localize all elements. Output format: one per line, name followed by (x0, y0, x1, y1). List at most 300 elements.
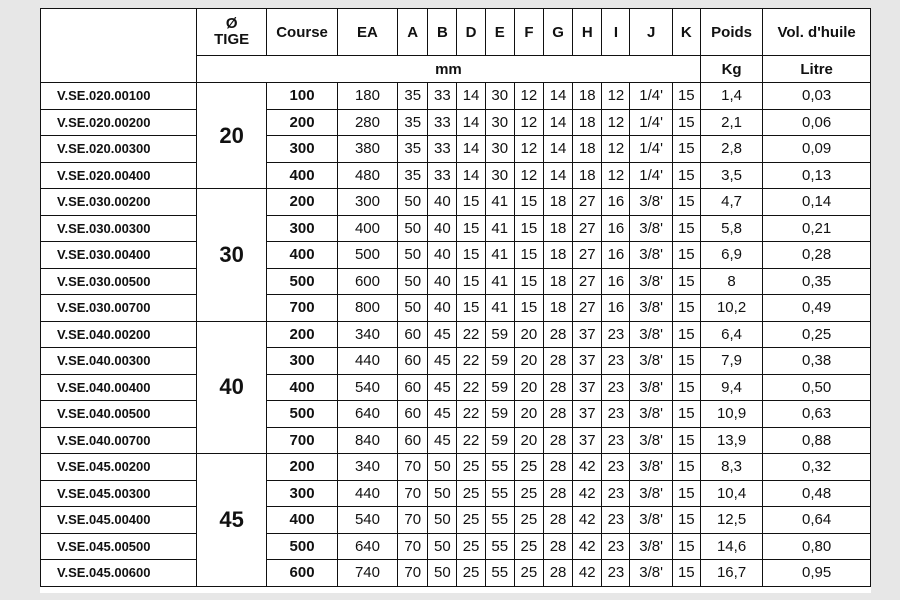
poids-cell: 13,9 (700, 427, 762, 454)
table-row (41, 427, 871, 454)
poids-cell: 6,9 (700, 242, 762, 269)
tige-diameter-cell: 45 (196, 454, 266, 587)
reference-cell: V.SE.045.00300 (41, 480, 197, 507)
course-cell: 300 (267, 348, 337, 375)
reference-cell: V.SE.040.00700 (41, 427, 197, 454)
k-cell: 15 (672, 268, 700, 295)
table-row (41, 109, 871, 136)
g-cell: 28 (543, 401, 572, 428)
vol-cell: 0,63 (763, 401, 871, 428)
table-row (41, 136, 871, 163)
h-cell: 18 (573, 162, 602, 189)
g-cell: 28 (543, 480, 572, 507)
h-cell: 27 (573, 268, 602, 295)
i-cell: 23 (602, 560, 630, 587)
e-cell: 55 (485, 560, 514, 587)
vol-cell: 0,21 (763, 215, 871, 242)
g-cell: 28 (543, 533, 572, 560)
poids-cell: 10,2 (700, 295, 762, 322)
vol-cell: 0,49 (763, 295, 871, 322)
i-cell: 12 (602, 83, 630, 110)
d-cell: 22 (457, 348, 485, 375)
d-cell: 14 (457, 162, 485, 189)
vol-cell: 0,50 (763, 374, 871, 401)
k-cell: 15 (672, 83, 700, 110)
poids-cell: 3,5 (700, 162, 762, 189)
a-cell: 50 (398, 295, 428, 322)
poids-cell: 6,4 (700, 321, 762, 348)
k-cell: 15 (672, 162, 700, 189)
e-cell: 59 (485, 427, 514, 454)
h-cell: 42 (573, 454, 602, 481)
spec-sheet (40, 8, 871, 593)
poids-cell: 9,4 (700, 374, 762, 401)
vol-cell: 0,64 (763, 507, 871, 534)
table-row (41, 268, 871, 295)
h-cell: 18 (573, 83, 602, 110)
poids-cell: 1,4 (700, 83, 762, 110)
vol-cell: 0,03 (763, 83, 871, 110)
b-cell: 33 (428, 136, 457, 163)
i-cell: 23 (602, 348, 630, 375)
ea-cell: 600 (337, 268, 397, 295)
f-cell: 20 (514, 321, 543, 348)
j-cell: 1/4' (630, 83, 672, 110)
j-cell: 3/8' (630, 454, 672, 481)
k-cell: 15 (672, 374, 700, 401)
f-header: F (514, 9, 543, 56)
ea-cell: 540 (337, 374, 397, 401)
a-cell: 70 (398, 454, 428, 481)
ea-cell: 380 (337, 136, 397, 163)
f-cell: 20 (514, 374, 543, 401)
ea-cell: 840 (337, 427, 397, 454)
poids-cell: 8,3 (700, 454, 762, 481)
j-cell: 3/8' (630, 374, 672, 401)
i-cell: 12 (602, 109, 630, 136)
f-cell: 15 (514, 295, 543, 322)
ea-cell: 640 (337, 401, 397, 428)
table-row (41, 295, 871, 322)
vol-cell: 0,06 (763, 109, 871, 136)
reference-cell: V.SE.030.00200 (41, 189, 197, 216)
h-cell: 42 (573, 507, 602, 534)
course-cell: 500 (267, 401, 337, 428)
d-cell: 22 (457, 401, 485, 428)
course-cell: 100 (267, 83, 337, 110)
vol-cell: 0,48 (763, 480, 871, 507)
vol-cell: 0,13 (763, 162, 871, 189)
table-row (41, 189, 871, 216)
course-cell: 700 (267, 295, 337, 322)
reference-cell: V.SE.030.00300 (41, 215, 197, 242)
k-cell: 15 (672, 242, 700, 269)
d-cell: 14 (457, 109, 485, 136)
k-cell: 15 (672, 507, 700, 534)
course-cell: 300 (267, 480, 337, 507)
k-cell: 15 (672, 454, 700, 481)
reference-cell: V.SE.030.00700 (41, 295, 197, 322)
a-cell: 70 (398, 507, 428, 534)
b-cell: 45 (428, 401, 457, 428)
k-header: K (672, 9, 700, 56)
i-cell: 23 (602, 454, 630, 481)
table-row (41, 374, 871, 401)
table-row (41, 242, 871, 269)
course-cell: 600 (267, 560, 337, 587)
diameter-symbol: Ø (225, 15, 238, 32)
ea-cell: 340 (337, 454, 397, 481)
table-row (41, 162, 871, 189)
k-cell: 15 (672, 189, 700, 216)
i-cell: 16 (602, 189, 630, 216)
course-cell: 300 (267, 136, 337, 163)
g-cell: 28 (543, 427, 572, 454)
i-cell: 16 (602, 242, 630, 269)
ea-cell: 440 (337, 480, 397, 507)
h-cell: 42 (573, 480, 602, 507)
h-cell: 27 (573, 242, 602, 269)
table-row (41, 560, 871, 587)
a-cell: 70 (398, 560, 428, 587)
reference-cell: V.SE.020.00400 (41, 162, 197, 189)
e-cell: 30 (485, 83, 514, 110)
h-cell: 37 (573, 348, 602, 375)
d-cell: 14 (457, 83, 485, 110)
poids-cell: 2,8 (700, 136, 762, 163)
vol-cell: 0,95 (763, 560, 871, 587)
h-header: H (573, 9, 602, 56)
f-cell: 15 (514, 268, 543, 295)
ea-cell: 300 (337, 189, 397, 216)
course-cell: 500 (267, 268, 337, 295)
poids-cell: 14,6 (700, 533, 762, 560)
ea-cell: 800 (337, 295, 397, 322)
h-cell: 42 (573, 533, 602, 560)
f-cell: 15 (514, 189, 543, 216)
h-cell: 42 (573, 560, 602, 587)
ea-cell: 500 (337, 242, 397, 269)
j-cell: 3/8' (630, 189, 672, 216)
b-cell: 45 (428, 348, 457, 375)
vol-cell: 0,35 (763, 268, 871, 295)
h-cell: 18 (573, 136, 602, 163)
tige-diameter-cell: 30 (196, 189, 266, 322)
d-cell: 25 (457, 533, 485, 560)
course-cell: 200 (267, 189, 337, 216)
d-cell: 25 (457, 507, 485, 534)
j-cell: 1/4' (630, 162, 672, 189)
b-cell: 40 (428, 189, 457, 216)
reference-cell: V.SE.040.00300 (41, 348, 197, 375)
b-header: B (428, 9, 457, 56)
b-cell: 45 (428, 321, 457, 348)
d-cell: 15 (457, 189, 485, 216)
j-cell: 3/8' (630, 268, 672, 295)
ea-cell: 740 (337, 560, 397, 587)
d-cell: 22 (457, 374, 485, 401)
i-cell: 16 (602, 268, 630, 295)
i-cell: 23 (602, 427, 630, 454)
vol-cell: 0,14 (763, 189, 871, 216)
g-cell: 28 (543, 560, 572, 587)
h-cell: 27 (573, 295, 602, 322)
d-cell: 25 (457, 454, 485, 481)
reference-cell: V.SE.045.00500 (41, 533, 197, 560)
k-cell: 15 (672, 348, 700, 375)
k-cell: 15 (672, 533, 700, 560)
vol-cell: 0,38 (763, 348, 871, 375)
j-cell: 3/8' (630, 242, 672, 269)
a-cell: 60 (398, 374, 428, 401)
f-cell: 12 (514, 136, 543, 163)
h-cell: 37 (573, 321, 602, 348)
h-cell: 37 (573, 401, 602, 428)
ea-cell: 400 (337, 215, 397, 242)
course-cell: 400 (267, 162, 337, 189)
j-cell: 3/8' (630, 215, 672, 242)
a-cell: 60 (398, 427, 428, 454)
d-cell: 15 (457, 215, 485, 242)
ea-cell: 480 (337, 162, 397, 189)
course-cell: 200 (267, 321, 337, 348)
d-cell: 15 (457, 242, 485, 269)
j-cell: 3/8' (630, 507, 672, 534)
reference-cell: V.SE.030.00500 (41, 268, 197, 295)
poids-header: Poids (700, 9, 762, 56)
b-cell: 33 (428, 109, 457, 136)
e-cell: 55 (485, 507, 514, 534)
j-cell: 1/4' (630, 109, 672, 136)
e-cell: 41 (485, 295, 514, 322)
g-cell: 28 (543, 321, 572, 348)
g-cell: 14 (543, 136, 572, 163)
d-cell: 25 (457, 560, 485, 587)
reference-cell: V.SE.030.00400 (41, 242, 197, 269)
f-cell: 15 (514, 242, 543, 269)
table-row (41, 215, 871, 242)
a-cell: 35 (398, 162, 428, 189)
tige-header (196, 9, 266, 56)
a-cell: 70 (398, 480, 428, 507)
j-cell: 1/4' (630, 136, 672, 163)
f-cell: 20 (514, 401, 543, 428)
reference-cell: V.SE.040.00500 (41, 401, 197, 428)
course-cell: 700 (267, 427, 337, 454)
spec-table (40, 8, 871, 587)
reference-cell: V.SE.020.00300 (41, 136, 197, 163)
g-header: G (543, 9, 572, 56)
j-cell: 3/8' (630, 533, 672, 560)
reference-cell: V.SE.045.00400 (41, 507, 197, 534)
k-cell: 15 (672, 401, 700, 428)
e-cell: 55 (485, 480, 514, 507)
vol-cell: 0,88 (763, 427, 871, 454)
course-cell: 500 (267, 533, 337, 560)
d-cell: 22 (457, 427, 485, 454)
g-cell: 18 (543, 295, 572, 322)
litre-unit: Litre (763, 56, 871, 83)
a-cell: 70 (398, 533, 428, 560)
e-cell: 59 (485, 374, 514, 401)
reference-cell: V.SE.045.00600 (41, 560, 197, 587)
b-cell: 45 (428, 427, 457, 454)
g-cell: 28 (543, 454, 572, 481)
table-row (41, 83, 871, 110)
poids-cell: 8 (700, 268, 762, 295)
a-cell: 60 (398, 348, 428, 375)
a-cell: 35 (398, 83, 428, 110)
poids-cell: 2,1 (700, 109, 762, 136)
g-cell: 14 (543, 83, 572, 110)
table-body (41, 83, 871, 587)
table-header (41, 9, 871, 83)
poids-cell: 16,7 (700, 560, 762, 587)
j-header: J (630, 9, 672, 56)
i-cell: 12 (602, 136, 630, 163)
e-cell: 55 (485, 454, 514, 481)
h-cell: 27 (573, 189, 602, 216)
course-cell: 200 (267, 454, 337, 481)
b-cell: 50 (428, 533, 457, 560)
d-header: D (457, 9, 485, 56)
e-cell: 30 (485, 136, 514, 163)
k-cell: 15 (672, 560, 700, 587)
i-cell: 16 (602, 295, 630, 322)
vol-cell: 0,25 (763, 321, 871, 348)
table-row (41, 454, 871, 481)
b-cell: 50 (428, 480, 457, 507)
b-cell: 50 (428, 454, 457, 481)
e-cell: 41 (485, 242, 514, 269)
d-cell: 15 (457, 268, 485, 295)
course-cell: 400 (267, 374, 337, 401)
course-header: Course (267, 9, 337, 56)
e-cell: 30 (485, 162, 514, 189)
a-cell: 60 (398, 321, 428, 348)
a-cell: 35 (398, 136, 428, 163)
a-cell: 50 (398, 242, 428, 269)
h-cell: 27 (573, 215, 602, 242)
f-cell: 12 (514, 162, 543, 189)
i-cell: 23 (602, 533, 630, 560)
j-cell: 3/8' (630, 295, 672, 322)
course-cell: 400 (267, 507, 337, 534)
ea-cell: 340 (337, 321, 397, 348)
g-cell: 28 (543, 507, 572, 534)
g-cell: 18 (543, 268, 572, 295)
f-cell: 25 (514, 480, 543, 507)
f-cell: 25 (514, 560, 543, 587)
table-row (41, 348, 871, 375)
b-cell: 33 (428, 162, 457, 189)
poids-cell: 4,7 (700, 189, 762, 216)
k-cell: 15 (672, 427, 700, 454)
vol-header: Vol. d'huile (763, 9, 871, 56)
course-cell: 300 (267, 215, 337, 242)
f-cell: 25 (514, 533, 543, 560)
b-cell: 33 (428, 83, 457, 110)
f-cell: 20 (514, 348, 543, 375)
f-cell: 12 (514, 83, 543, 110)
j-cell: 3/8' (630, 321, 672, 348)
i-cell: 23 (602, 480, 630, 507)
g-cell: 28 (543, 374, 572, 401)
mm-unit: mm (196, 56, 700, 83)
ea-cell: 280 (337, 109, 397, 136)
k-cell: 15 (672, 109, 700, 136)
e-cell: 55 (485, 533, 514, 560)
reference-cell: V.SE.020.00100 (41, 83, 197, 110)
course-cell: 200 (267, 109, 337, 136)
d-cell: 22 (457, 321, 485, 348)
g-cell: 14 (543, 109, 572, 136)
table-row (41, 401, 871, 428)
i-cell: 12 (602, 162, 630, 189)
a-cell: 60 (398, 401, 428, 428)
vol-cell: 0,28 (763, 242, 871, 269)
k-cell: 15 (672, 136, 700, 163)
f-cell: 25 (514, 454, 543, 481)
k-cell: 15 (672, 295, 700, 322)
e-cell: 41 (485, 268, 514, 295)
vol-cell: 0,09 (763, 136, 871, 163)
b-cell: 40 (428, 215, 457, 242)
ea-header: EA (337, 9, 397, 56)
a-cell: 50 (398, 268, 428, 295)
b-cell: 40 (428, 268, 457, 295)
j-cell: 3/8' (630, 427, 672, 454)
f-cell: 12 (514, 109, 543, 136)
table-row (41, 507, 871, 534)
b-cell: 50 (428, 560, 457, 587)
j-cell: 3/8' (630, 401, 672, 428)
i-cell: 23 (602, 507, 630, 534)
tige-diameter-cell: 40 (196, 321, 266, 454)
f-cell: 20 (514, 427, 543, 454)
a-cell: 50 (398, 189, 428, 216)
reference-cell: V.SE.040.00400 (41, 374, 197, 401)
g-cell: 18 (543, 242, 572, 269)
h-cell: 18 (573, 109, 602, 136)
d-cell: 25 (457, 480, 485, 507)
h-cell: 37 (573, 427, 602, 454)
a-cell: 35 (398, 109, 428, 136)
i-header: I (602, 9, 630, 56)
table-row (41, 533, 871, 560)
e-cell: 41 (485, 189, 514, 216)
reference-header (41, 9, 197, 83)
course-cell: 400 (267, 242, 337, 269)
j-cell: 3/8' (630, 560, 672, 587)
tige-diameter-cell: 20 (196, 83, 266, 189)
table-row (41, 480, 871, 507)
i-cell: 23 (602, 374, 630, 401)
table-row (41, 321, 871, 348)
reference-cell: V.SE.045.00200 (41, 454, 197, 481)
poids-cell: 12,5 (700, 507, 762, 534)
ea-cell: 640 (337, 533, 397, 560)
g-cell: 18 (543, 189, 572, 216)
ea-cell: 180 (337, 83, 397, 110)
reference-cell: V.SE.040.00200 (41, 321, 197, 348)
e-cell: 41 (485, 215, 514, 242)
g-cell: 18 (543, 215, 572, 242)
kg-unit: Kg (700, 56, 762, 83)
a-header: A (398, 9, 428, 56)
k-cell: 15 (672, 321, 700, 348)
k-cell: 15 (672, 215, 700, 242)
